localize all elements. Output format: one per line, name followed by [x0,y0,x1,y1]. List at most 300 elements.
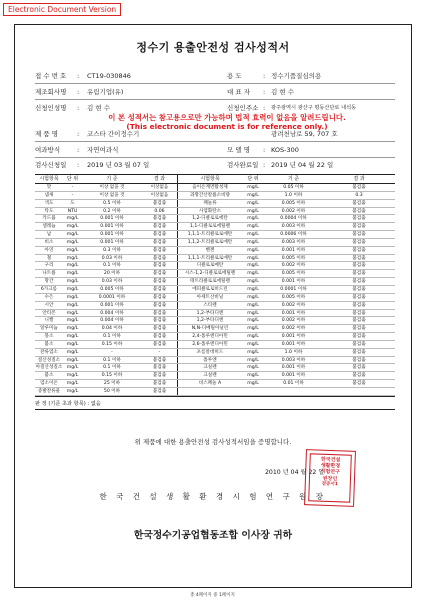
row-standard: 0.15 이하 [101,341,123,347]
row-item: 과망간산칼륨소비량 [190,192,230,198]
row-result: 불검출 [152,373,167,379]
row-unit: mg/L [66,334,79,340]
row-unit: mg/L [247,208,259,214]
row-item: 질산성질소 [37,357,61,363]
row-unit: mg/L [66,357,79,363]
row-result: 불검출 [352,216,366,222]
recipient: 한국정수기공업협동조합 이사장 귀하 [133,530,293,541]
row-standard: 50 이하 [103,388,121,394]
row-result: 불검출 [152,263,167,269]
table-row [35,231,395,239]
divider [35,99,395,100]
table-row [35,310,395,318]
row-unit: 도 [70,200,75,206]
row-unit: mg/L [247,192,259,198]
row-result: 불검출 [352,357,366,363]
colon: : [77,104,80,112]
row-unit: mg/L [247,318,259,324]
judgement-note: 판 정 (기준 초과 항목) : 없음 [35,398,395,410]
maker-value: 유림기업(유) [87,88,124,96]
maker-label: 제조회사명 [35,88,67,96]
row-unit: mg/L [247,232,259,238]
row-result: 불검출 [152,357,167,363]
row-standard: 0.005 이하 [281,294,306,300]
colon: : [77,146,80,154]
row-unit: mg/L [247,294,259,300]
row-item: 1,1-디클로로에틸렌 [189,224,231,230]
row-unit: - [71,185,74,190]
row-standard: 이상 없을 것 [99,192,125,198]
row-item: 크실렌 [203,373,217,379]
row-item: 1,2-부타디엔 [196,310,224,316]
row-item: 크실렌 [203,365,217,371]
row-unit: mg/L [66,294,79,300]
row-standard: 0.003 이하 [281,239,306,245]
row-unit: mg/L [247,373,259,379]
certificate-document [14,24,412,588]
row-result: 불검출 [352,224,366,230]
stamp-text: 시험연구 [320,469,340,476]
row-standard: 0.03 이하 [101,255,123,261]
row-unit: mg/L [247,255,259,261]
row-result: 불검출 [352,279,366,285]
row-standard: 0.001 이하 [100,302,124,308]
colon: : [77,72,80,80]
row-result: 불검출 [152,294,167,300]
row-result: 불검출 [352,263,366,269]
row-standard: 1.0 이하 [284,349,303,355]
row-unit: mg/L [66,373,79,379]
table-row [35,262,395,270]
divider [35,141,395,142]
row-item: 스티렌 [203,302,217,308]
row-standard: 0.1 이하 [103,357,121,363]
row-unit: mg/L [247,224,259,230]
row-standard: 0.003 이하 [281,224,306,230]
row-unit: mg/L [247,239,259,245]
row-result: 불검출 [152,365,167,371]
table-row [35,192,395,200]
row-result: 이상없음 [150,192,169,198]
row-item: 톨루엔 [203,357,217,363]
row-standard: 0.002 이하 [281,263,306,269]
row-item: 1,1,1-트리클로로에탄 [187,255,233,261]
row-result: 불검출 [152,216,167,222]
row-item: 구리 [44,263,54,269]
row-unit: mg/L [66,263,79,269]
row-unit: mg/L [247,302,259,308]
complete-date-label: 검사완료일 [227,161,259,169]
row-standard: 0.001 이하 [281,247,306,253]
row-unit: mg/L [247,263,259,269]
row-result: 불검출 [152,326,167,332]
row-item: 사염화탄소 [198,208,222,214]
row-result: 불검출 [152,381,167,387]
header-row-4 [35,127,395,141]
complete-date-value: 2019 년 04 월 22 일 [271,161,334,169]
table-row [35,184,395,192]
row-unit: mg/L [247,286,259,292]
stamp-text: 원장인 [322,475,338,482]
row-item: 잔류염소 [40,349,58,355]
row-item: 냄새 [44,192,54,198]
ceo-label: 대 표 자 [227,88,250,96]
institute-name: 한 국 건 설 생 활 환 경 시 험 연 구 원 장 [99,492,327,501]
cert-no-label: 접 수 번 호 [35,72,67,80]
ceo-value: 김 현 수 [271,88,294,96]
row-unit: mg/L [66,318,79,324]
row-item: 붕소 [44,334,54,340]
row-item: 에피클로로히드린 [192,286,228,292]
row-unit: mg/L [66,216,79,222]
table-row [35,294,395,302]
row-item [178,388,242,395]
table-row [35,239,395,247]
table-header-row [35,175,395,184]
row-result: 불검출 [152,302,167,308]
row-result: - [158,349,161,355]
test-results-table [35,174,395,397]
stamp-text: 한국건설 [320,456,341,464]
row-standard: 0.001 이하 [281,279,306,285]
row-result: 불검출 [352,373,366,379]
row-result: 불검출 [152,341,167,347]
purpose-label: 용 도 [227,72,242,80]
row-standard: 0.1 이하 [103,334,121,340]
row-standard: 0.1 이하 [103,263,121,269]
row-standard: 0.002 이하 [281,302,306,308]
row-result: 불검출 [352,318,366,324]
row-standard: 0.002 이하 [281,318,306,324]
table-row [35,380,395,388]
col-header-result: 결 과 [153,176,166,182]
row-unit: mg/L [247,247,259,253]
row-result: 불검출 [352,271,366,277]
colon: : [263,146,266,154]
row-item: 불소 [44,341,54,347]
col-header-standard: 기 준 [287,176,300,182]
row-result: 불검출 [152,271,167,277]
row-item: 음이온계면활성제 [192,185,228,190]
table-row [35,357,395,365]
row-standard: 0.001 이하 [281,365,306,371]
model-value: KOS-300 [271,146,299,154]
row-unit: mg/L [66,365,79,371]
colon: : [263,104,266,112]
cert-no-value: CT19-030846 [87,72,131,80]
row-standard: 0.0004 이하 [280,216,307,222]
table-row [35,208,395,216]
row-standard: 0.001 이하 [100,224,124,230]
row-standard [264,388,323,395]
row-result: 불검출 [352,208,366,214]
table-row [35,215,395,223]
row-item: 2,4-톨루엔디아민 [192,334,228,340]
stamp-text: 생활환경 [320,462,341,470]
table-row [35,270,395,278]
row-item: 아연 [44,247,54,253]
row-result: 불검출 [352,381,366,387]
row-result: 불검출 [352,334,366,340]
row-standard: 25 이하 [103,381,121,387]
row-result: 불검출 [352,247,366,253]
row-standard: 0.1 이하 [103,365,121,371]
row-unit: mg/L [66,341,79,347]
electronic-version-badge: Electronic Document Version [3,3,121,16]
row-standard: 0.001 이하 [100,232,124,238]
row-result: 불검출 [352,200,366,206]
applicant-label: 신청인성명 [35,104,67,112]
address-line-2: 광려천남로 59, 707 호 [271,130,338,138]
col-header-result: 결 과 [353,176,365,182]
row-item: 시안 [44,302,54,308]
row-standard: 0.005 이하 [281,200,306,206]
row-result: 불검출 [152,200,167,206]
row-unit: mg/L [66,388,79,394]
table-row [35,317,395,325]
row-unit: mg/L [66,326,79,332]
row-result [323,388,395,395]
row-standard: 0.001 이하 [100,239,124,245]
table-row [35,223,395,231]
row-standard: 0.002 이하 [281,326,306,332]
row-standard: 0.2 이하 [103,208,121,214]
row-result: 불검출 [352,326,366,332]
row-item: 알루미늄 [40,326,58,332]
row-standard: 0.001 이하 [100,216,124,222]
row-standard: 0.0006 이하 [280,232,307,238]
row-item: 포름알데히드 [196,349,224,355]
filter-label: 여과방식 [35,146,61,154]
row-unit: mg/L [66,255,79,261]
row-standard: 0.04 이하 [101,326,123,332]
row-standard: 0.3 이하 [103,247,121,253]
row-result: 불검출 [152,279,167,285]
divider [35,83,395,84]
table-row [35,247,395,255]
row-item: 나트륨 [42,271,56,277]
row-result: 불검출 [152,334,167,340]
row-standard: 0.001 이하 [281,310,306,316]
row-item: 비스페놀 A [198,381,222,387]
row-unit: mg/L [66,302,79,308]
row-item: 망간 [44,279,54,285]
table-row [35,388,395,396]
row-standard: 0.004 이하 [100,310,124,316]
table-row [35,333,395,341]
row-item: 시스-1,2-디클로로에틸렌 [184,271,236,277]
row-standard: 0.005 이하 [281,255,306,261]
row-item: 납 [46,232,52,238]
colon: : [77,161,80,169]
table-row [35,372,395,380]
table-row [35,255,395,263]
col-header-item: 시험항목 [200,176,220,182]
row-item: 안티몬 [42,310,56,316]
row-item: 셀레늄 [42,224,56,230]
row-standard: 0.002 이하 [281,208,306,214]
row-unit: mg/L [247,341,259,347]
row-standard: 0.03 이하 [101,279,123,285]
row-result: 불검출 [152,232,167,238]
row-unit: NTU [67,208,78,214]
table-row [35,364,395,372]
row-item: 수은 [44,294,54,300]
row-standard: 0.001 이하 [281,373,306,379]
row-standard: 0.004 이하 [100,318,124,324]
row-standard: 0.05 이하 [283,185,304,190]
row-item: 2,6-톨루엔디아민 [192,341,228,347]
table-row [35,349,395,357]
row-unit: mg/L [247,326,259,332]
colon: : [263,88,266,96]
header-row-6 [35,158,395,172]
colon: : [263,161,266,169]
row-result: 0.3 [355,192,363,198]
row-standard: 0.003 이하 [281,357,306,363]
row-item: 아세트산비닐 [196,294,224,300]
applicant-value: 김 현 수 [87,104,110,112]
row-unit: mg/L [247,334,259,340]
row-unit: mg/L [247,349,259,355]
row-standard: 0.005 이하 [281,271,306,277]
row-result: 불검출 [352,185,366,190]
table-row [35,302,395,310]
row-item: 1,2-디클로로에탄 [192,216,228,222]
row-unit: mg/L [247,279,259,285]
row-unit: mg/L [66,239,79,245]
row-result: 불검출 [152,247,167,253]
row-unit: mg/L [247,200,259,206]
row-unit: mg/L [66,279,79,285]
row-standard: 0.005 이하 [100,286,124,292]
row-result: 불검출 [152,388,167,394]
row-result: 불검출 [152,318,167,324]
row-result: 불검출 [352,286,366,292]
row-unit: - [71,192,74,198]
table-row [35,286,395,294]
row-item: 염소이온 [40,381,58,387]
row-item: 불소 [44,373,54,379]
col-header-item: 시험항목 [39,176,59,182]
row-item: 1,2-부타디엔 [196,318,224,324]
row-standard: - [111,349,113,355]
row-unit: mg/L [66,271,79,277]
col-header-unit: 단 위 [66,176,79,182]
row-item: 비소 [44,239,54,245]
row-unit: mg/L [247,381,259,387]
row-result: 불검출 [352,310,366,316]
row-result: 불검출 [152,239,167,245]
col-header-unit: 단 위 [247,176,259,182]
request-date-label: 검사신청일 [35,161,67,169]
row-unit: mg/L [66,224,79,230]
row-result: 불검출 [352,294,366,300]
col-header-standard: 기 준 [106,176,118,182]
stamp-tag: 검증서1 [321,481,338,488]
product-label: 제 품 명 [35,130,58,138]
request-date-value: 2019 년 03 월 07 일 [87,161,150,169]
row-item: 디클로로메탄 [196,263,224,269]
issue-date: 2010 년 04 월 22 일 [265,469,325,476]
row-item: 1,1,1-트리클로로에탄 [187,232,233,238]
row-item: N,N-디메틸아닐린 [191,326,229,332]
row-result: 불검출 [152,224,167,230]
row-item: 맛 [46,185,52,190]
colon: : [77,88,80,96]
row-standard: 0.001 이하 [281,341,306,347]
row-unit [242,388,264,395]
row-result: 불검출 [352,349,366,355]
row-result: 불검출 [152,286,167,292]
row-result: 0.06 [154,208,165,214]
address-value: 광주광역시 광산구 평동산단로 내석동 [271,105,357,111]
purpose-value: 정수기품질심의용 [271,72,322,80]
row-result: 불검출 [352,302,366,308]
row-unit: mg/L [66,247,79,253]
row-item: 증발잔류물 [37,388,61,394]
row-standard: 0.5 이하 [103,200,121,206]
row-unit: mg/L [66,286,79,292]
row-standard: 0.0001 이하 [98,294,126,300]
notice-korean: 이 본 성적서는 참고용으로만 가능하며 법적 효력이 없음을 알려드립니다. [108,113,346,122]
table-row [35,341,395,349]
model-label: 모 델 명 [227,146,250,154]
row-item: 아질산성질소 [35,365,63,371]
row-unit: mg/L [247,365,259,371]
row-result: 불검출 [352,365,366,371]
row-item: 카드뮴 [42,216,56,222]
row-item: 철 [46,255,52,261]
row-standard: 0.0001 이하 [280,286,307,292]
header-row-1 [35,69,395,83]
row-item: 색도 [44,200,54,206]
row-unit: mg/L [66,381,79,387]
colon: : [77,130,80,138]
row-item: 페놀류 [203,200,217,206]
row-unit: mg/L [247,185,259,190]
row-item: 6가크롬 [40,286,58,292]
row-unit: mg/L [66,232,79,238]
product-value: 코스타 간이정수기 [87,130,140,138]
row-standard: 0.001 이하 [281,334,306,340]
row-standard: 1.0 이하 [284,192,303,198]
row-unit: mg/L [247,357,259,363]
table-row [35,325,395,333]
row-item: 벤젠 [205,247,215,253]
address-label: 신청인주소 [227,104,259,112]
row-result: 불검출 [152,255,167,261]
page-number: 총 4페이지 중 1페이지 [190,593,235,598]
row-result: 불검출 [352,239,366,245]
table-row [35,200,395,208]
row-standard: 0.15 이하 [101,373,123,379]
row-item: 테트라클로로에틸렌 [190,279,230,285]
row-item: 1,1,2-트리클로로에탄 [187,239,233,245]
header-row-2 [35,85,395,99]
row-result: 불검출 [352,232,366,238]
row-item: 니켈 [44,318,54,324]
certification-statement: 위 제품에 대한 용출안전성 검사성적서임을 증명합니다. [134,438,292,446]
row-unit: mg/L [247,271,259,277]
header-row-5 [35,143,395,157]
row-result: 불검출 [152,310,167,316]
row-unit: mg/L [66,349,79,355]
row-unit: mg/L [247,310,259,316]
table-row [35,278,395,286]
filter-value: 자연여과식 [87,146,119,154]
row-result: 불검출 [352,255,366,261]
